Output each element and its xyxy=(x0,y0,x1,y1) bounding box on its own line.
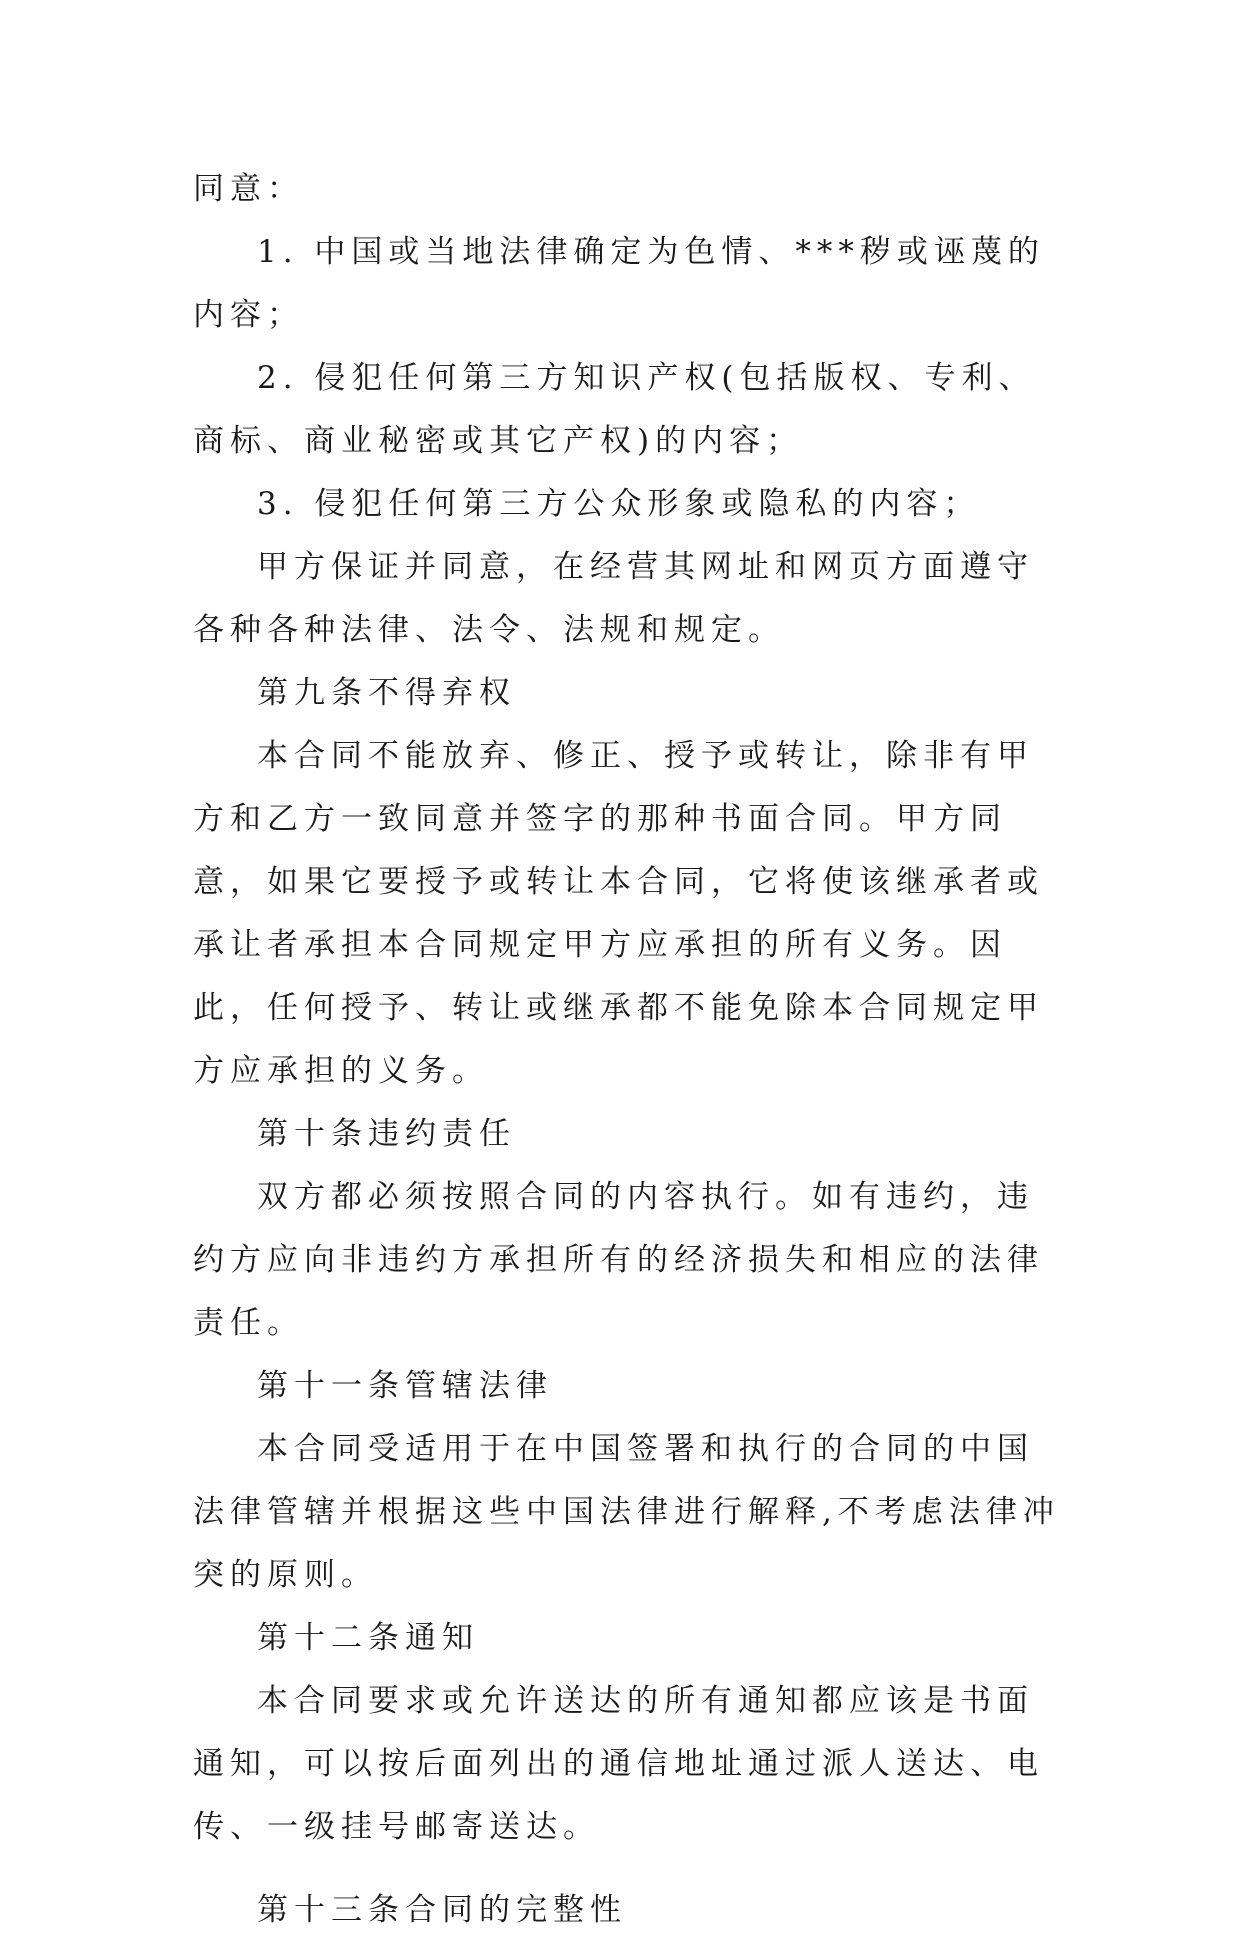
paragraph-notice: 本合同要求或允许送达的所有通知都应该是书面通知，可以按后面列出的通信地址通过派人送达、电传、一级挂号邮寄送达。 xyxy=(193,1683,1044,1845)
paragraph-breach: 双方都必须按照合同的内容执行。如有违约，违约方应向非违约方承担所有的经济损失和相应的法律责任。 xyxy=(193,1179,1044,1341)
article-heading-11: 第十一条管辖法律 xyxy=(257,1368,553,1404)
article-heading-12: 第十二条通知 xyxy=(257,1620,479,1656)
article-heading-9: 第九条不得弃权 xyxy=(257,675,516,711)
list-item-2: 2. 侵犯任何第三方知识产权(包括版权、专利、商标、商业秘密或其它产权)的内容； xyxy=(193,360,1036,459)
article-heading-10: 第十条违约责任 xyxy=(257,1116,516,1152)
paragraph-governing-law: 本合同受适用于在中国签署和执行的合同的中国法律管辖并根据这些中国法律进行解释,不考虑法律冲突的原则。 xyxy=(193,1431,1060,1593)
list-item-1: 1. 中国或当地法律确定为色情、***秽或诬蔑的内容； xyxy=(193,234,1045,333)
list-item-3: 3. 侵犯任何第三方公众形象或隐私的内容； xyxy=(257,486,981,522)
paragraph-consent-intro: 同意： xyxy=(193,171,304,207)
article-heading-13: 第十三条合同的完整性 xyxy=(257,1892,627,1928)
paragraph-no-waiver: 本合同不能放弃、修正、授予或转让，除非有甲方和乙方一致同意并签字的那种书面合同。甲方同意，如果它要授予或转让本合同，它将使该继承者或承让者承担本合同规定甲方应承担的所有义务。因此，任何授予、转让或继承都不能免除本合同规定甲方应承担的义务。 xyxy=(193,738,1044,1089)
paragraph-compliance: 甲方保证并同意，在经营其网址和网页方面遵守各种各种法律、法令、法规和规定。 xyxy=(193,549,1034,648)
document-body xyxy=(193,158,1063,1942)
